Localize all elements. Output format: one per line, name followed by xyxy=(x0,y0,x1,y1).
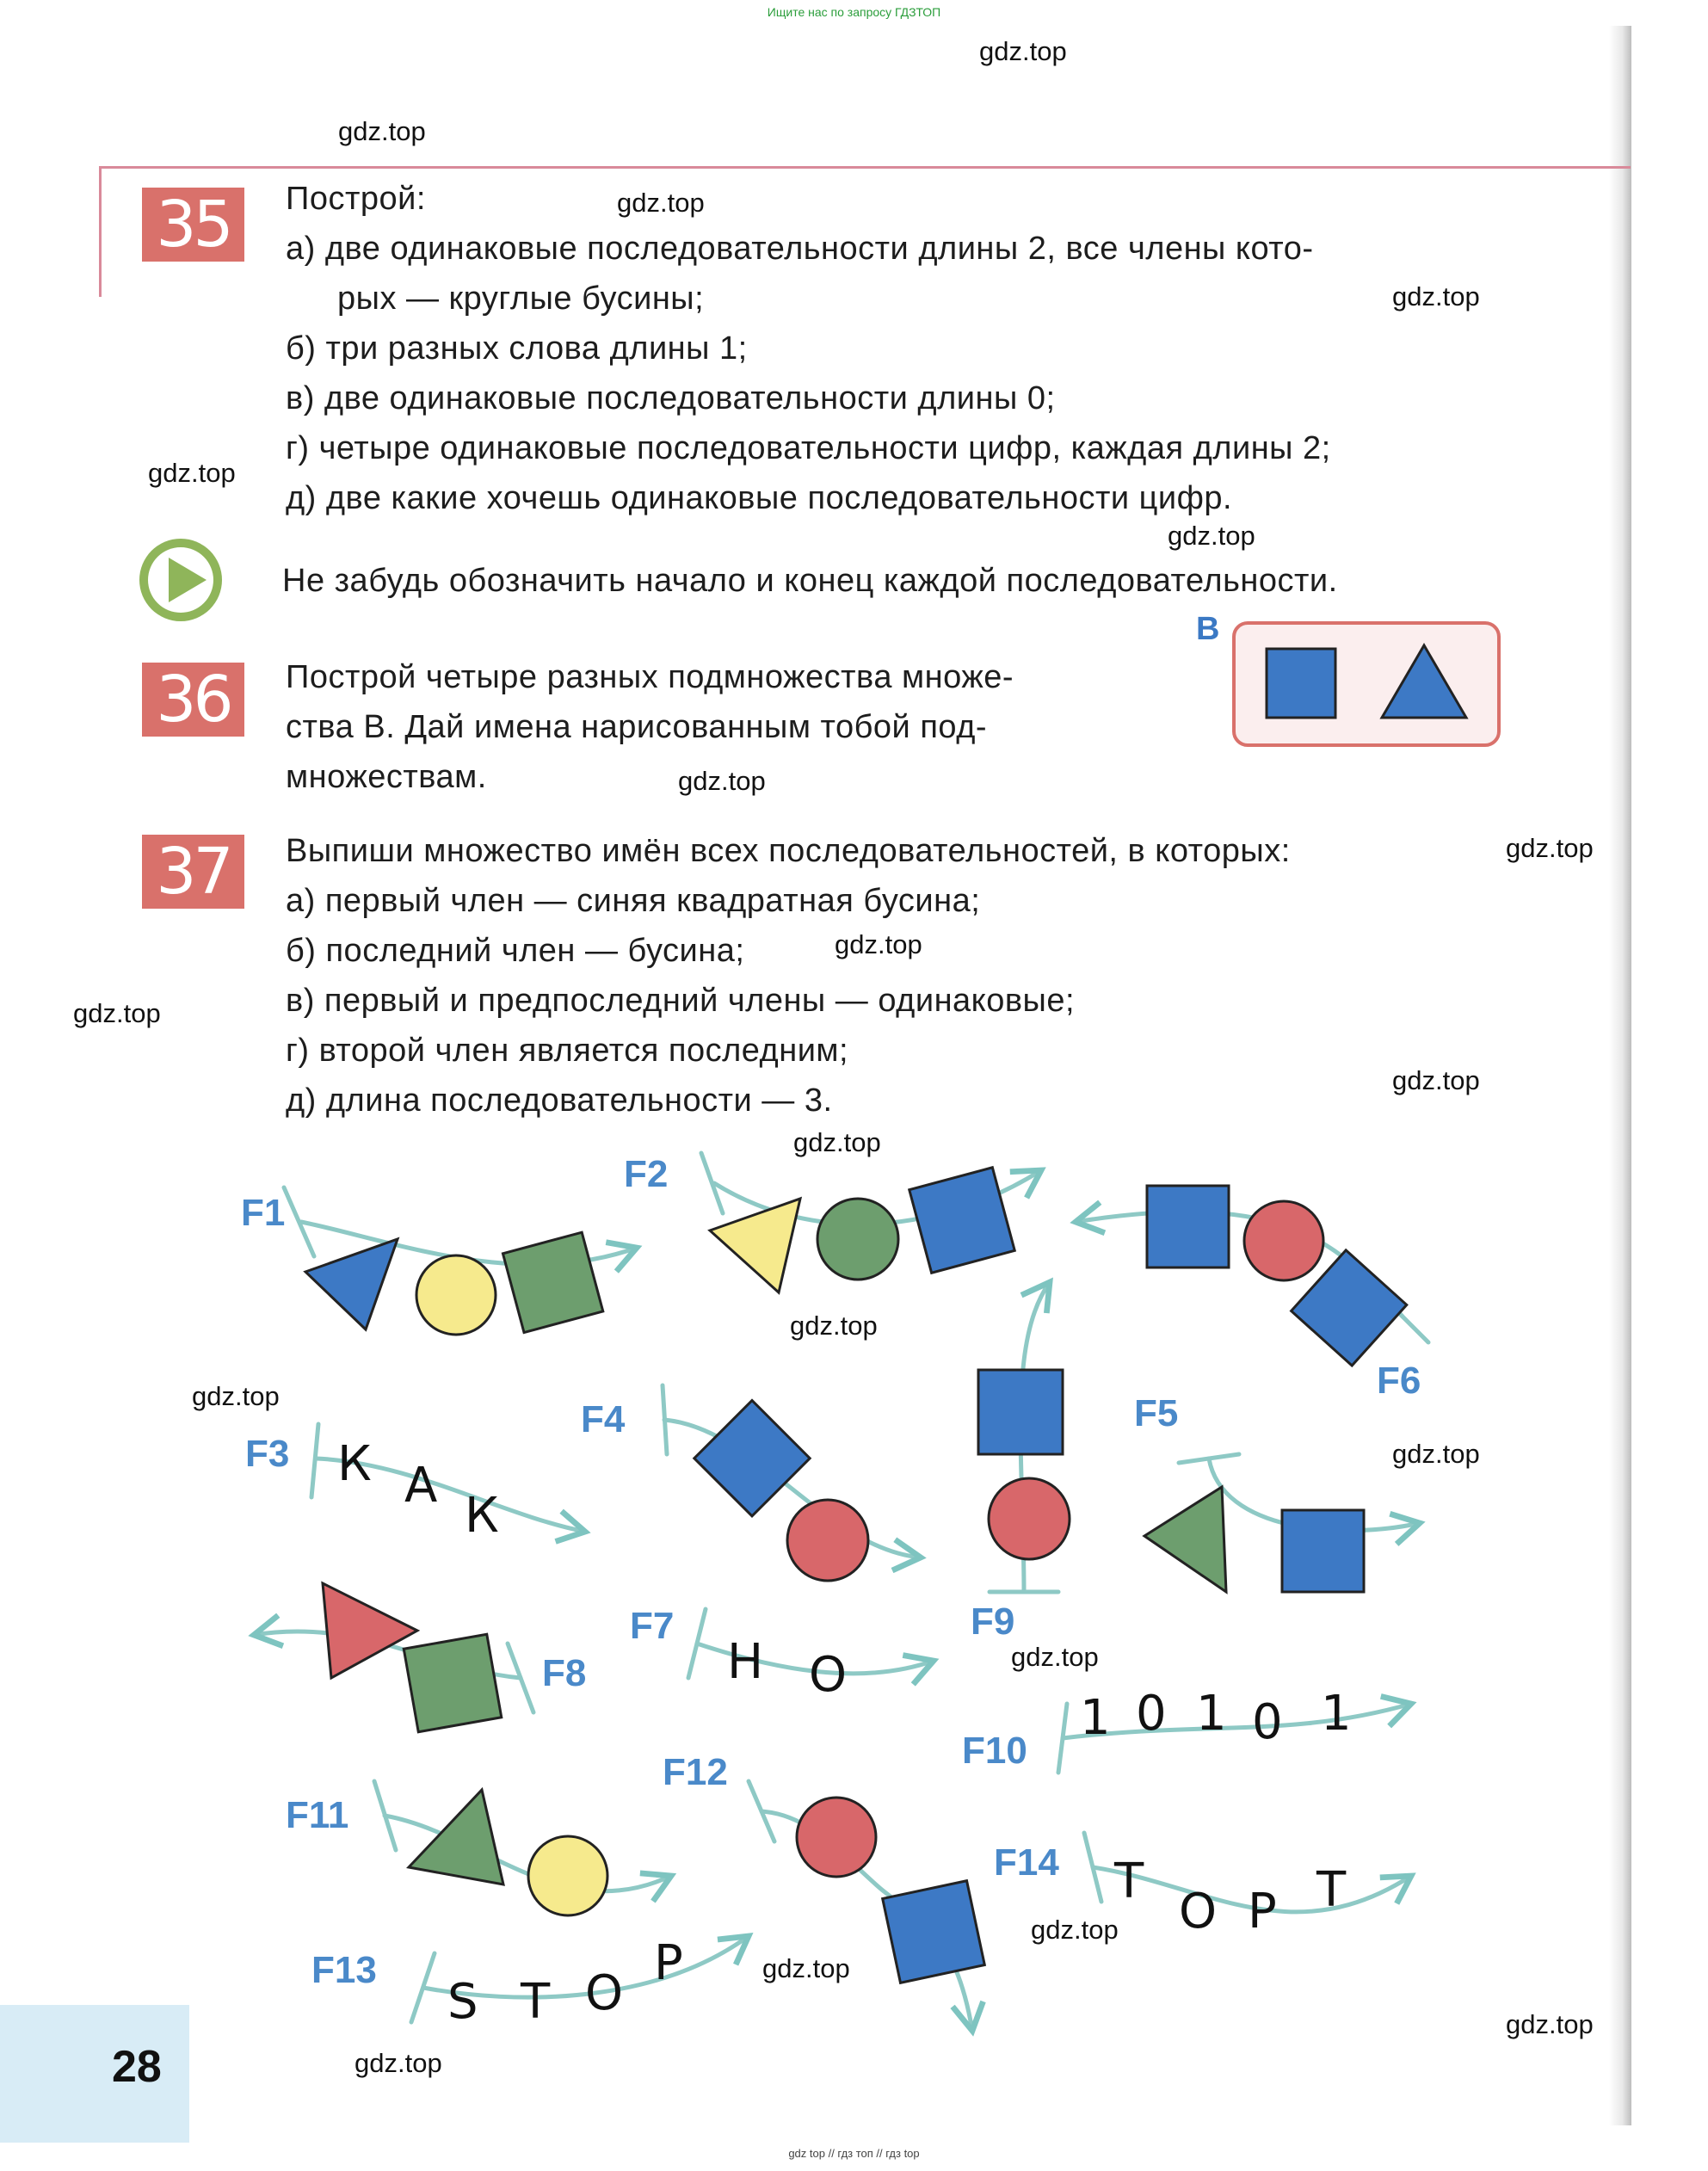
f10-digit-5: 1 xyxy=(1321,1686,1352,1742)
watermark: gdz.top xyxy=(1392,281,1480,311)
watermark: gdz.top xyxy=(979,36,1067,66)
f14-letter-4: T xyxy=(1316,1862,1347,1918)
watermark: gdz.top xyxy=(835,929,922,959)
watermark: gdz.top xyxy=(355,2048,442,2078)
label-f6: F6 xyxy=(1377,1360,1421,1402)
f13-letter-1: S xyxy=(447,1974,478,2030)
f10-digit-1: 1 xyxy=(1080,1690,1111,1746)
label-f8: F8 xyxy=(542,1652,587,1694)
f13-letter-2: T xyxy=(521,1974,551,2030)
watermark: gdz.top xyxy=(1011,1642,1099,1672)
exercise-number-37: 37 xyxy=(142,835,244,909)
label-f2: F2 xyxy=(624,1153,669,1195)
watermark: gdz.top xyxy=(1506,833,1594,863)
page-number-box xyxy=(0,2005,189,2143)
f3-letter-3: К xyxy=(465,1488,499,1544)
watermark: gdz.top xyxy=(1168,521,1255,551)
label-f12: F12 xyxy=(663,1751,728,1793)
exercise-37-item-c: в) первый и предпоследний члены — одинаковые; xyxy=(286,983,1076,1019)
exercise-36-line-3: множествам. xyxy=(286,759,487,795)
watermark: gdz.top xyxy=(338,116,426,146)
watermark: gdz.top xyxy=(793,1127,881,1157)
f13-letter-4: P xyxy=(654,1935,683,1991)
f8-green-square xyxy=(404,1634,502,1732)
f11-green-triangle xyxy=(409,1790,503,1884)
f5-blue-square xyxy=(1282,1510,1364,1592)
exercise-number-35: 35 xyxy=(142,188,244,262)
exercise-37-item-b: б) последний член — бусина; xyxy=(286,933,745,969)
f10-thread xyxy=(1063,1704,1411,1738)
f9-blue-square xyxy=(978,1370,1063,1454)
exercise-37-item-e: д) длина последовательности — 3. xyxy=(286,1082,833,1119)
watermark: gdz.top xyxy=(762,1953,850,1983)
f10-digit-3: 1 xyxy=(1196,1686,1227,1742)
label-f7: F7 xyxy=(630,1605,675,1647)
exercise-35-item-c: в) две одинаковые последовательности длины 0; xyxy=(286,380,1056,416)
set-b-label: B xyxy=(1196,611,1220,647)
f10-digit-2: 0 xyxy=(1136,1686,1167,1742)
label-f13: F13 xyxy=(311,1949,377,1991)
watermark: gdz.top xyxy=(1392,1065,1480,1095)
f6-blue-square xyxy=(1147,1186,1229,1267)
watermark: gdz.top xyxy=(148,458,236,488)
f7-letter-2: О xyxy=(809,1647,848,1703)
exercise-number-36: 36 xyxy=(142,663,244,737)
f11-yellow-circle xyxy=(528,1836,607,1915)
exercise-37-item-d: г) второй член является последним; xyxy=(286,1033,849,1069)
f2-green-circle xyxy=(817,1199,898,1280)
hint-text: Не забудь обозначить начало и конец каждой последовательности. xyxy=(282,563,1338,599)
f14-letter-3: P xyxy=(1248,1884,1277,1940)
watermark: gdz.top xyxy=(1031,1915,1119,1945)
watermark: gdz.top xyxy=(617,188,705,218)
label-f3: F3 xyxy=(245,1433,290,1475)
f1-blue-triangle xyxy=(305,1239,398,1329)
f5-green-triangle xyxy=(1144,1487,1226,1592)
f8-red-triangle xyxy=(323,1583,417,1678)
watermark: gdz.top xyxy=(1506,2009,1594,2039)
exercise-35-item-b: б) три разных слова длины 1; xyxy=(286,330,748,367)
f7-letter-1: Н xyxy=(727,1634,764,1690)
f4-red-circle xyxy=(787,1500,868,1581)
f13-letter-3: O xyxy=(585,1965,624,2021)
label-f1: F1 xyxy=(241,1192,286,1234)
search-hint: Ищите нас по запросу ГДЗТОП xyxy=(767,5,941,19)
label-f5: F5 xyxy=(1134,1392,1179,1434)
exercise-36-line-2: ства В. Дай имена нарисованным тобой под- xyxy=(286,709,988,745)
f14-letter-1: T xyxy=(1114,1853,1144,1909)
f4-blue-diamond xyxy=(694,1401,810,1516)
exercise-37-title: Выпиши множество имён всех последовательностей, в которых: xyxy=(286,833,1291,869)
watermark: gdz.top xyxy=(73,998,161,1028)
f10-digit-4: 0 xyxy=(1252,1694,1283,1750)
label-f10: F10 xyxy=(962,1730,1027,1772)
f1-yellow-circle xyxy=(416,1255,496,1335)
f9-red-circle xyxy=(989,1478,1070,1559)
exercise-35-item-d: г) четыре одинаковые последовательности цифр, каждая длины 2; xyxy=(286,430,1331,466)
exercise-35-item-a: а) две одинаковые последовательности длины 2, все члены кото- xyxy=(286,231,1314,267)
f1-green-square xyxy=(503,1232,602,1332)
label-f14: F14 xyxy=(994,1841,1059,1884)
watermark: gdz.top xyxy=(678,766,766,796)
footer-note: gdz top // гдз топ // гдз top xyxy=(788,2147,920,2160)
f3-letter-2: А xyxy=(404,1458,438,1514)
label-f4: F4 xyxy=(581,1398,626,1440)
watermark: gdz.top xyxy=(790,1311,878,1341)
label-f9: F9 xyxy=(971,1600,1015,1643)
exercise-35-item-e: д) две какие хочешь одинаковые последовательности цифр. xyxy=(286,480,1233,516)
f2-blue-square xyxy=(909,1168,1014,1273)
watermark: gdz.top xyxy=(1392,1439,1480,1469)
exercise-36-line-1: Построй четыре разных подмножества множе- xyxy=(286,659,1014,695)
exercise-35-item-a-cont: рых — круглые бусины; xyxy=(337,281,705,317)
f12-blue-square xyxy=(883,1881,985,1983)
exercise-35-title: Построй: xyxy=(286,181,426,217)
watermark: gdz.top xyxy=(192,1381,280,1411)
page-number: 28 xyxy=(112,2042,162,2092)
f14-letter-2: O xyxy=(1179,1884,1218,1940)
f12-red-circle xyxy=(797,1798,876,1877)
label-f11: F11 xyxy=(286,1794,349,1836)
exercise-37-item-a: а) первый член — синяя квадратная бусина; xyxy=(286,883,981,919)
f3-letter-1: К xyxy=(337,1436,372,1492)
f6-red-circle xyxy=(1244,1201,1323,1280)
